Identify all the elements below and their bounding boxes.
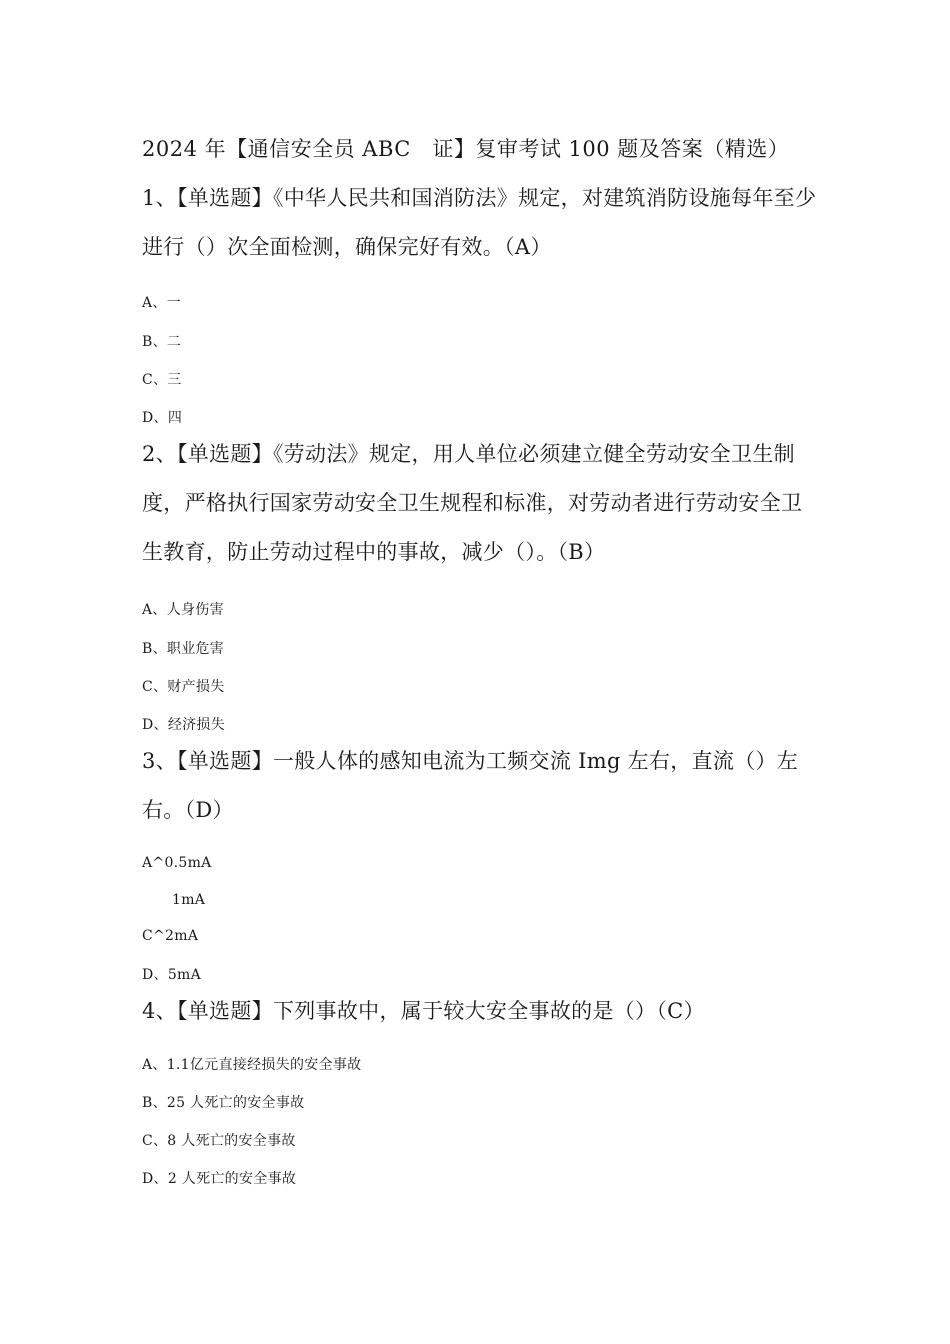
question-2-option-c: C、财产损失: [142, 679, 225, 695]
question-4-option-a: A、1.1亿元直接经损失的安全事故: [142, 1057, 362, 1073]
question-4-text: 4、【单选题】下列事故中，属于较大安全事故的是（）（C）: [142, 999, 705, 1023]
question-2-text: 2、【单选题】《劳动法》规定，用人单位必须建立健全劳动安全卫生制度，严格执行国家劳动安全卫生规程和标准，对劳动者进行劳动安全卫生教育，防止劳动过程中的事故，减少（）。（B）: [142, 442, 803, 564]
question-2-option-a: A、人身伤害: [142, 602, 224, 618]
question-4-option-d: D、2 人死亡的安全事故: [142, 1171, 297, 1187]
question-1-option-a: A、一: [142, 295, 182, 311]
question-2-option-d: D、经济损失: [142, 717, 226, 733]
document-title: 2024 年【通信安全员 ABC 证】复审考试 100 题及答案（精选）: [142, 137, 790, 161]
question-1-option-c: C、三: [142, 372, 182, 388]
question-3-option-a: A^0.5mA: [142, 855, 212, 871]
question-3-option-b: 1mA: [172, 892, 206, 908]
question-3-option-c: C^2mA: [142, 928, 199, 944]
question-4-option-b: B、25 人死亡的安全事故: [142, 1095, 305, 1111]
question-3-option-d: D、5mA: [142, 967, 202, 983]
question-1-text: 1、【单选题】《中华人民共和国消防法》规定，对建筑消防设施每年至少进行（）次全面检测，确保完好有效。（A）: [142, 186, 817, 259]
question-3-text: 3、【单选题】一般人体的感知电流为工频交流 Img 左右，直流（）左右。（D）: [142, 749, 799, 822]
question-1-option-b: B、二: [142, 334, 182, 350]
question-1-option-d: D、四: [142, 410, 183, 426]
question-2-option-b: B、职业危害: [142, 641, 225, 657]
question-4-option-c: C、8 人死亡的安全事故: [142, 1133, 296, 1149]
